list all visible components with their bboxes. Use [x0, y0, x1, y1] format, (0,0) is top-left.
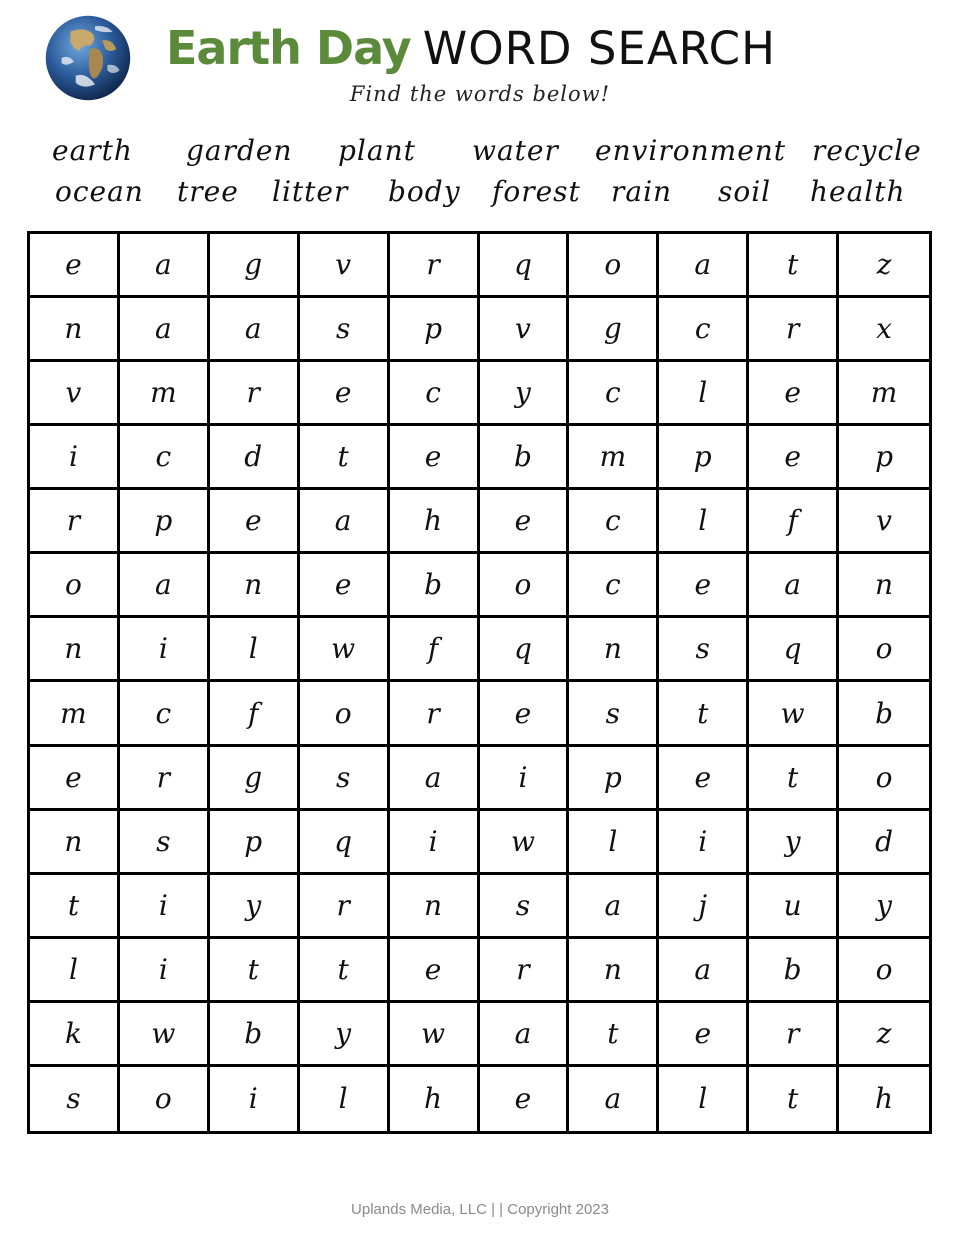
- grid-cell[interactable]: l: [30, 939, 120, 1003]
- grid-cell[interactable]: t: [749, 1067, 839, 1131]
- word-search-grid: [27, 231, 932, 1134]
- word-item: water: [472, 134, 559, 167]
- grid-cell[interactable]: q: [480, 618, 570, 682]
- grid-cell[interactable]: e: [480, 490, 570, 554]
- grid-cell[interactable]: l: [659, 490, 749, 554]
- grid-cell[interactable]: c: [569, 554, 659, 618]
- grid-cell[interactable]: i: [120, 618, 210, 682]
- grid-cell[interactable]: g: [210, 747, 300, 811]
- grid-cell[interactable]: e: [749, 426, 839, 490]
- grid-cell[interactable]: y: [300, 1003, 390, 1067]
- grid-cell[interactable]: e: [390, 939, 480, 1003]
- grid-cell[interactable]: i: [480, 747, 570, 811]
- grid-cell[interactable]: w: [390, 1003, 480, 1067]
- grid-cell[interactable]: h: [390, 490, 480, 554]
- grid-cell[interactable]: r: [210, 362, 300, 426]
- grid-cell[interactable]: m: [569, 426, 659, 490]
- grid-cell[interactable]: s: [300, 747, 390, 811]
- grid-cell[interactable]: i: [659, 811, 749, 875]
- grid-cell[interactable]: a: [300, 490, 390, 554]
- grid-cell[interactable]: k: [30, 1003, 120, 1067]
- word-item: rain: [611, 175, 673, 208]
- grid-cell[interactable]: c: [569, 490, 659, 554]
- grid-cell[interactable]: t: [300, 426, 390, 490]
- word-item: plant: [338, 134, 416, 167]
- grid-cell[interactable]: c: [120, 682, 210, 746]
- grid-cell[interactable]: l: [659, 362, 749, 426]
- grid-cell[interactable]: b: [210, 1003, 300, 1067]
- grid-cell[interactable]: e: [480, 682, 570, 746]
- grid-cell[interactable]: r: [749, 1003, 839, 1067]
- grid-cell[interactable]: o: [30, 554, 120, 618]
- grid-cell[interactable]: g: [210, 234, 300, 298]
- grid-cell[interactable]: a: [659, 939, 749, 1003]
- grid-cell[interactable]: a: [659, 234, 749, 298]
- grid-cell[interactable]: o: [480, 554, 570, 618]
- grid-cell[interactable]: m: [30, 682, 120, 746]
- grid-cell[interactable]: w: [480, 811, 570, 875]
- grid-cell[interactable]: s: [569, 682, 659, 746]
- word-item: tree: [177, 175, 239, 208]
- page-subtitle: Find the words below!: [349, 82, 611, 106]
- grid-cell[interactable]: a: [120, 554, 210, 618]
- word-item: soil: [718, 175, 772, 208]
- grid-cell[interactable]: t: [749, 747, 839, 811]
- grid-cell[interactable]: m: [839, 362, 929, 426]
- grid-cell[interactable]: o: [839, 618, 929, 682]
- grid-cell[interactable]: a: [569, 875, 659, 939]
- grid-cell[interactable]: e: [749, 362, 839, 426]
- grid-cell[interactable]: t: [659, 682, 749, 746]
- grid-cell[interactable]: p: [839, 426, 929, 490]
- grid-cell[interactable]: s: [120, 811, 210, 875]
- grid-cell[interactable]: a: [569, 1067, 659, 1131]
- grid-cell[interactable]: l: [569, 811, 659, 875]
- grid-cell[interactable]: l: [300, 1067, 390, 1131]
- grid-cell[interactable]: f: [390, 618, 480, 682]
- grid-cell[interactable]: e: [480, 1067, 570, 1131]
- copyright-footer: Uplands Media, LLC | | Copyright 2023: [351, 1201, 609, 1218]
- grid-cell[interactable]: s: [480, 875, 570, 939]
- grid-cell[interactable]: t: [300, 939, 390, 1003]
- grid-cell[interactable]: j: [659, 875, 749, 939]
- grid-cell[interactable]: o: [120, 1067, 210, 1131]
- grid-cell[interactable]: c: [659, 298, 749, 362]
- grid-cell[interactable]: r: [390, 682, 480, 746]
- grid-cell[interactable]: z: [839, 234, 929, 298]
- grid-cell[interactable]: w: [749, 682, 839, 746]
- grid-cell[interactable]: p: [569, 747, 659, 811]
- grid-cell[interactable]: y: [839, 875, 929, 939]
- grid-cell[interactable]: p: [210, 811, 300, 875]
- grid-cell[interactable]: l: [210, 618, 300, 682]
- grid-cell[interactable]: i: [120, 939, 210, 1003]
- grid-cell[interactable]: o: [839, 747, 929, 811]
- grid-cell[interactable]: e: [659, 1003, 749, 1067]
- grid-cell[interactable]: d: [210, 426, 300, 490]
- grid-cell[interactable]: a: [480, 1003, 570, 1067]
- grid-cell[interactable]: i: [120, 875, 210, 939]
- grid-cell[interactable]: r: [300, 875, 390, 939]
- word-item: forest: [492, 175, 581, 208]
- grid-cell[interactable]: e: [210, 490, 300, 554]
- grid-cell[interactable]: r: [30, 490, 120, 554]
- grid-cell[interactable]: e: [30, 234, 120, 298]
- grid-cell[interactable]: v: [30, 362, 120, 426]
- grid-cell[interactable]: x: [839, 298, 929, 362]
- word-item: health: [810, 175, 906, 208]
- title-earth-day: Earth Day: [166, 21, 411, 75]
- grid-cell[interactable]: t: [30, 875, 120, 939]
- grid-cell[interactable]: l: [659, 1067, 749, 1131]
- grid-cell[interactable]: y: [749, 811, 839, 875]
- grid-cell[interactable]: b: [749, 939, 839, 1003]
- grid-cell[interactable]: r: [390, 234, 480, 298]
- grid-cell[interactable]: i: [30, 426, 120, 490]
- grid-cell[interactable]: b: [390, 554, 480, 618]
- grid-cell[interactable]: r: [120, 747, 210, 811]
- grid-cell[interactable]: y: [210, 875, 300, 939]
- grid-cell[interactable]: t: [210, 939, 300, 1003]
- grid-cell[interactable]: v: [839, 490, 929, 554]
- grid-cell[interactable]: b: [480, 426, 570, 490]
- grid-cell[interactable]: q: [300, 811, 390, 875]
- word-item: garden: [186, 134, 293, 167]
- word-item: litter: [272, 175, 349, 208]
- grid-cell[interactable]: s: [659, 618, 749, 682]
- grid-cell[interactable]: w: [120, 1003, 210, 1067]
- grid-cell[interactable]: q: [749, 618, 839, 682]
- grid-cell[interactable]: e: [390, 426, 480, 490]
- grid-cell[interactable]: e: [659, 554, 749, 618]
- grid-cell[interactable]: e: [300, 362, 390, 426]
- grid-cell[interactable]: e: [300, 554, 390, 618]
- grid-cell[interactable]: y: [480, 362, 570, 426]
- grid-cell[interactable]: o: [839, 939, 929, 1003]
- grid-cell[interactable]: n: [30, 618, 120, 682]
- grid-cell[interactable]: i: [390, 811, 480, 875]
- grid-cell[interactable]: m: [120, 362, 210, 426]
- grid-cell[interactable]: b: [839, 682, 929, 746]
- grid-cell[interactable]: h: [390, 1067, 480, 1131]
- grid-cell[interactable]: p: [659, 426, 749, 490]
- grid-cell[interactable]: i: [210, 1067, 300, 1131]
- grid-cell[interactable]: a: [749, 554, 839, 618]
- grid-cell[interactable]: q: [480, 234, 570, 298]
- word-item: environment: [595, 134, 787, 167]
- grid-cell[interactable]: u: [749, 875, 839, 939]
- grid-cell[interactable]: s: [30, 1067, 120, 1131]
- grid-cell[interactable]: p: [390, 298, 480, 362]
- word-item: body: [388, 175, 461, 208]
- grid-cell[interactable]: p: [120, 490, 210, 554]
- grid-cell[interactable]: v: [480, 298, 570, 362]
- grid-cell[interactable]: e: [30, 747, 120, 811]
- grid-cell[interactable]: a: [120, 234, 210, 298]
- grid-cell[interactable]: z: [839, 1003, 929, 1067]
- grid-cell[interactable]: n: [30, 811, 120, 875]
- grid-cell[interactable]: f: [210, 682, 300, 746]
- grid-cell[interactable]: o: [300, 682, 390, 746]
- grid-cell[interactable]: r: [480, 939, 570, 1003]
- grid-cell[interactable]: t: [569, 1003, 659, 1067]
- grid-cell[interactable]: c: [569, 362, 659, 426]
- grid-cell[interactable]: n: [210, 554, 300, 618]
- title-word-search: WORD SEARCH: [422, 22, 776, 75]
- page-title: [166, 18, 776, 78]
- grid-cell[interactable]: c: [120, 426, 210, 490]
- grid-cell[interactable]: a: [210, 298, 300, 362]
- word-item: ocean: [55, 175, 144, 208]
- grid-cell[interactable]: h: [875, 1082, 894, 1116]
- word-item: earth: [52, 134, 133, 167]
- grid-cell[interactable]: n: [569, 618, 659, 682]
- grid-cell[interactable]: e: [659, 747, 749, 811]
- grid-cell[interactable]: n: [30, 298, 120, 362]
- grid-cell[interactable]: f: [749, 490, 839, 554]
- grid-cell[interactable]: a: [120, 298, 210, 362]
- grid-cell[interactable]: r: [749, 298, 839, 362]
- grid-cell[interactable]: a: [390, 747, 480, 811]
- grid-cell[interactable]: n: [569, 939, 659, 1003]
- grid-cell[interactable]: o: [569, 234, 659, 298]
- grid-cell[interactable]: v: [300, 234, 390, 298]
- grid-cell[interactable]: n: [839, 554, 929, 618]
- grid-cell[interactable]: t: [749, 234, 839, 298]
- grid-cell[interactable]: c: [390, 362, 480, 426]
- word-item: recycle: [812, 134, 922, 167]
- grid-cell[interactable]: w: [300, 618, 390, 682]
- grid-cell[interactable]: d: [839, 811, 929, 875]
- grid-cell[interactable]: n: [390, 875, 480, 939]
- grid-cell[interactable]: s: [300, 298, 390, 362]
- grid-cell[interactable]: g: [569, 298, 659, 362]
